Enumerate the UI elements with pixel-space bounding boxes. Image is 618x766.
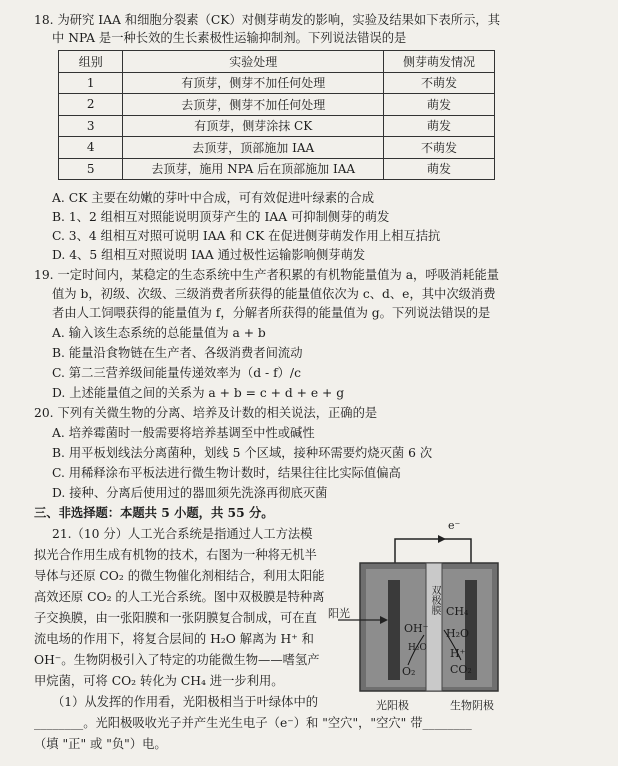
q21-line-7: OH⁻。生物阴极引入了特定的功能微生物——嗜氢产 [34, 653, 320, 667]
table-header-row [59, 51, 495, 73]
table-cell: 3 [59, 115, 123, 137]
q21-line-5: 子交换膜，由一张阳膜和一张阴膜复合制成，可在直 [34, 611, 317, 625]
q20-option-b: B. 用平板划线法分离菌种，划线 5 个区域，接种环需要灼烧灭菌 6 次 [52, 446, 433, 460]
q21-line-8: 甲烷菌，可将 CO₂ 转化为 CH₄ 进一步利用。 [34, 674, 284, 688]
table-cell: 去顶芽，顶部施加 IAA [123, 137, 384, 159]
sunlight-label: 阳光 [328, 607, 350, 620]
anode-label: 光阳极 [376, 699, 409, 712]
q19-option-d: D. 上述能量值之间的关系为 a + b = c + d + e + g [52, 386, 345, 400]
q21-subq-1-blank: ________。光阳极吸收光子并产生光生电子（e⁻）和 "空穴"，"空穴" 带________ [34, 716, 472, 730]
table-header: 实验处理 [123, 51, 384, 73]
table-row [59, 94, 495, 116]
q19-option-a: A. 输入该生态系统的总能量值为 a + b [52, 326, 266, 340]
q18-option-b: B. 1、2 组相互对照能说明顶芽产生的 IAA 可抑制侧芽的萌发 [52, 210, 390, 224]
table-header: 组别 [59, 51, 123, 73]
table-header: 侧芽萌发情况 [384, 51, 495, 73]
q20-option-d: D. 接种、分离后使用过的器皿须先洗涤再彻底灭菌 [52, 486, 328, 500]
table-cell: 萌发 [384, 115, 495, 137]
q21-line-2: 拟光合作用生成有机物的技术，右图为一种将无机半 [34, 548, 317, 562]
membrane-label: 双极膜 [429, 585, 440, 615]
table-cell: 不萌发 [384, 137, 495, 159]
table-cell: 萌发 [384, 158, 495, 180]
oh-label: OH⁻ [404, 622, 429, 635]
q18-stem-1: 18. 为研究 IAA 和细胞分裂素（CK）对侧芽萌发的影响，实验及结果如下表所示，其 [34, 13, 500, 27]
table-cell: 有顶芽，侧芽不加任何处理 [123, 72, 384, 94]
q18-table [58, 50, 495, 180]
table-cell: 2 [59, 94, 123, 116]
table-row [59, 72, 495, 94]
q20-stem: 20. 下列有关微生物的分离、培养及计数的相关说法，正确的是 [34, 406, 378, 420]
table-cell: 去顶芽，侧芽不加任何处理 [123, 94, 384, 116]
q19-stem-3: 者由人工饲喂获得的能量值为 f，分解者所获得的能量值为 g。下列说法错误的是 [52, 306, 491, 320]
table-cell: 去顶芽，施用 NPA 后在顶部施加 IAA [123, 158, 384, 180]
section-heading: 三、非选择题：本题共 5 小题，共 55 分。 [34, 505, 274, 520]
cathode-label: 生物阴极 [450, 699, 494, 712]
table-cell: 1 [59, 72, 123, 94]
q21-line-3: 导体与还原 CO₂ 的微生物催化剂相结合，利用太阳能 [34, 569, 325, 583]
q19-stem-2: 值为 b，初级、次级、三级消费者所获得的能量值依次为 c、d、e，其中次级消费 [52, 287, 496, 301]
h2o-right-label: H₂O [446, 627, 470, 640]
q18-stem-2: 中 NPA 是一种长效的生长素极性运输抑制剂。下列说法错误的是 [52, 31, 407, 45]
table-cell: 不萌发 [384, 72, 495, 94]
q20-option-c: C. 用稀释涂布平板法进行微生物计数时，结果往往比实际值偏高 [52, 466, 401, 480]
h-plus-label: H⁺ [450, 647, 466, 660]
q19-option-c: C. 第二三营养级间能量传递效率为（d - f）/c [52, 366, 301, 380]
q18-option-a: A. CK 主要在幼嫩的芽叶中合成，可有效促进叶绿素的合成 [52, 191, 375, 205]
o2-label: O₂ [402, 665, 416, 678]
table-cell: 5 [59, 158, 123, 180]
h2o-left-label: H₂O [408, 643, 427, 653]
table-cell: 有顶芽，侧芽涂抹 CK [123, 115, 384, 137]
table-row [59, 115, 495, 137]
q21-subq-1-end: （填 "正" 或 "负"）电。 [34, 737, 167, 751]
table-row [59, 158, 495, 180]
q18-option-c: C. 3、4 组相互对照可说明 IAA 和 CK 在促进侧芽萌发作用上相互拮抗 [52, 229, 441, 243]
q21-subq-1: （1）从发挥的作用看，光阳极相当于叶绿体中的 [52, 695, 319, 709]
table-cell: 4 [59, 137, 123, 159]
q20-option-a: A. 培养霉菌时一般需要将培养基调至中性或碱性 [52, 426, 315, 440]
q21-line-4: 高效还原 CO₂ 的人工光合系统。图中双极膜是特种离 [34, 590, 325, 604]
electron-label: e⁻ [448, 519, 461, 532]
photoanode [388, 580, 400, 680]
electron-arrow [438, 535, 446, 543]
table-row [59, 137, 495, 159]
q18-option-d: D. 4、5 组相互对照说明 IAA 通过极性运输影响侧芽萌发 [52, 248, 366, 262]
q21-line-1: 21.（10 分）人工光合系统是指通过人工方法模 [52, 527, 313, 541]
photosynthesis-cell-figure [328, 519, 508, 720]
q19-stem-1: 19. 一定时间内，某稳定的生态系统中生产者积累的有机物能量值为 a，呼吸消耗能量 [34, 268, 500, 282]
ch4-label: CH₄ [446, 605, 469, 618]
q19-option-b: B. 能量沿食物链在生产者、各级消费者间流动 [52, 346, 303, 360]
q21-line-6: 流电场的作用下，将复合层间的 H₂O 解离为 H⁺ 和 [34, 632, 314, 646]
co2-label: CO₂ [450, 663, 472, 676]
table-cell: 萌发 [384, 94, 495, 116]
